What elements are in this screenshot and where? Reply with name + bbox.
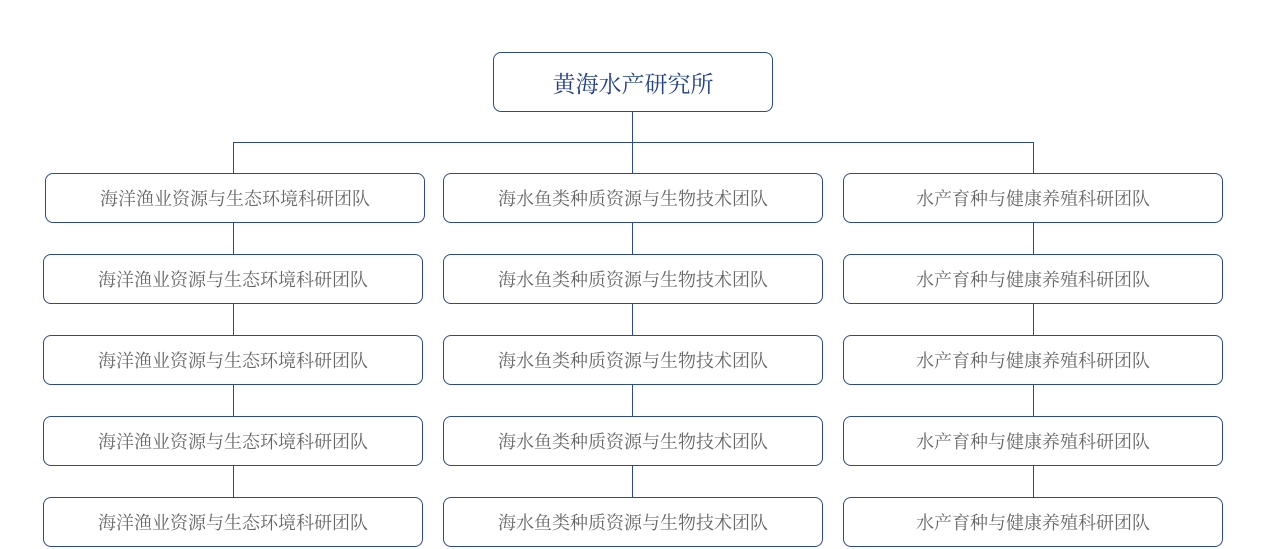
team-node-col1-row3 [43,335,423,385]
team-node-col3-row5 [843,497,1223,547]
team-node-col1-row2 [43,254,423,304]
team-label: 海水鱼类种质资源与生物技术团队 [498,513,768,534]
team-node-col3-row3 [843,335,1223,385]
team-node-col2-row5 [443,497,823,547]
team-label: 海洋渔业资源与生态环境科研团队 [98,351,368,372]
col1-drop-line [233,142,234,174]
team-label: 海洋渔业资源与生态环境科研团队 [98,270,368,291]
team-label: 水产育种与健康养殖科研团队 [916,189,1150,210]
team-label: 水产育种与健康养殖科研团队 [916,432,1150,453]
team-label: 水产育种与健康养殖科研团队 [916,270,1150,291]
team-label: 海水鱼类种质资源与生物技术团队 [498,189,768,210]
root-label: 黄海水产研究所 [552,71,714,98]
team-label: 水产育种与健康养殖科研团队 [916,513,1150,534]
team-node-col1-row5 [43,497,423,547]
root-node [493,52,773,112]
col2-drop-line [632,142,633,174]
horizontal-bus-line [233,142,1034,143]
root-stem-line [632,112,633,143]
team-label: 海洋渔业资源与生态环境科研团队 [98,513,368,534]
team-label: 海洋渔业资源与生态环境科研团队 [98,432,368,453]
team-node-col2-row4 [443,416,823,466]
team-label: 海水鱼类种质资源与生物技术团队 [498,351,768,372]
team-node-col2-row1 [443,173,823,223]
team-node-col1-row4 [43,416,423,466]
team-node-col2-row3 [443,335,823,385]
team-node-col3-row4 [843,416,1223,466]
team-label: 水产育种与健康养殖科研团队 [916,351,1150,372]
team-label: 海洋渔业资源与生态环境科研团队 [100,189,370,210]
team-label: 海水鱼类种质资源与生物技术团队 [498,432,768,453]
team-node-col1-row1 [45,173,425,223]
team-node-col3-row2 [843,254,1223,304]
team-node-col3-row1 [843,173,1223,223]
col3-drop-line [1033,142,1034,174]
team-node-col2-row2 [443,254,823,304]
team-label: 海水鱼类种质资源与生物技术团队 [498,270,768,291]
